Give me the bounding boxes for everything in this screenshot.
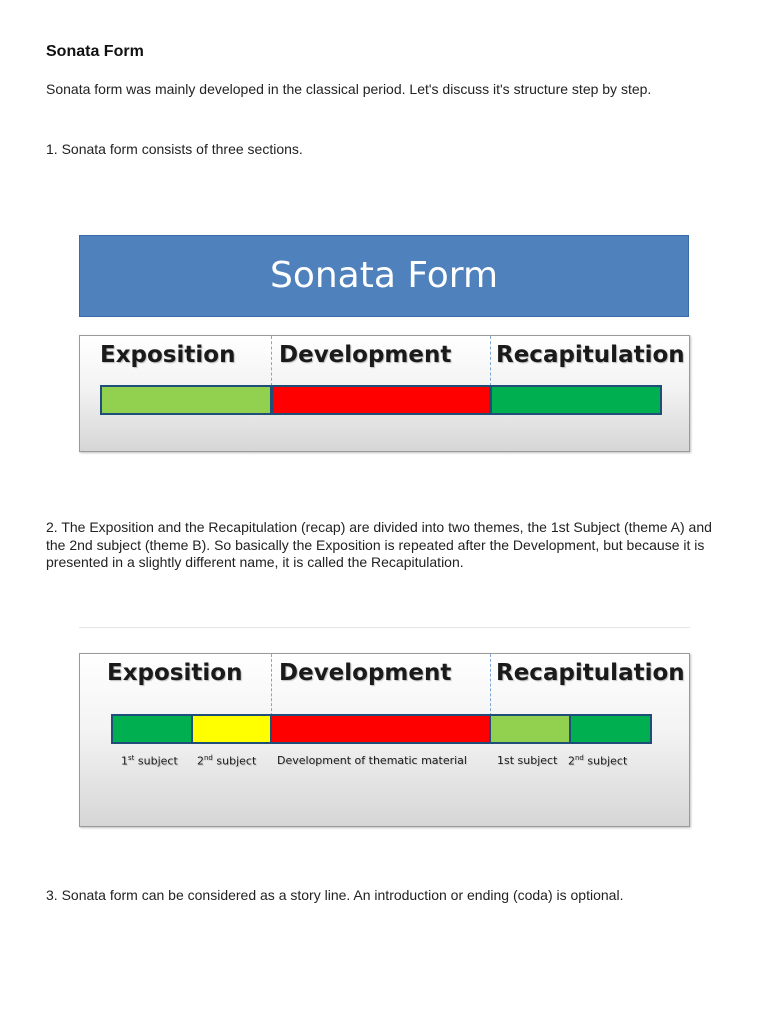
banner-title: Sonata Form bbox=[269, 254, 499, 296]
label-second-subject: 2nd subject bbox=[197, 754, 257, 768]
section-divider bbox=[271, 654, 272, 716]
bar-segment-recapitulation bbox=[490, 385, 662, 415]
section-label-development: Development bbox=[279, 342, 452, 368]
figure-2-panel bbox=[79, 653, 690, 827]
point-3-text: 3. Sonata form can be considered as a story line. An introduction or ending (coda) is optional. bbox=[46, 887, 624, 903]
document-title: Sonata Form bbox=[46, 43, 144, 60]
bar-segment-exposition bbox=[100, 385, 272, 415]
bar-segment-exposition-first-subject bbox=[111, 714, 193, 744]
section-label-exposition: Exposition bbox=[100, 342, 236, 368]
section-label-exposition: Exposition bbox=[107, 660, 243, 686]
bar-segment-development bbox=[271, 385, 491, 415]
bar-segment-recap-first-subject bbox=[489, 714, 571, 744]
section-label-recapitulation: Recapitulation bbox=[496, 660, 685, 686]
section-label-development: Development bbox=[279, 660, 452, 686]
label-recap-first-subject: 1st subject bbox=[497, 754, 558, 767]
horizontal-rule bbox=[79, 627, 690, 628]
section-divider bbox=[490, 336, 491, 386]
label-recap-second-subject: 2nd subject bbox=[568, 754, 628, 768]
bar-segment-development bbox=[270, 714, 491, 744]
section-divider bbox=[271, 336, 272, 386]
figure-1-panel bbox=[79, 335, 690, 452]
section-label-recapitulation: Recapitulation bbox=[496, 342, 685, 368]
intro-paragraph: Sonata form was mainly developed in the classical period. Let's discuss it's structure step by step. bbox=[46, 81, 652, 97]
bar-segment-recap-second-subject bbox=[569, 714, 652, 744]
point-2-text: 2. The Exposition and the Recapitulation (recap) are divided into two themes, the 1st Subject (theme A) and the 2nd subject (theme B). So basically the Exposition is repeated after the Development, but because it is presented in a slightly different name, it is called the Recapitulation. bbox=[46, 519, 712, 570]
label-first-subject: 1st subject bbox=[121, 754, 178, 768]
label-development-thematic: Development of thematic material bbox=[277, 754, 467, 767]
figure-1-banner bbox=[79, 235, 689, 317]
section-divider bbox=[490, 654, 491, 716]
point-1-text: 1. Sonata form consists of three sections. bbox=[46, 141, 303, 157]
bar-segment-exposition-second-subject bbox=[191, 714, 272, 744]
